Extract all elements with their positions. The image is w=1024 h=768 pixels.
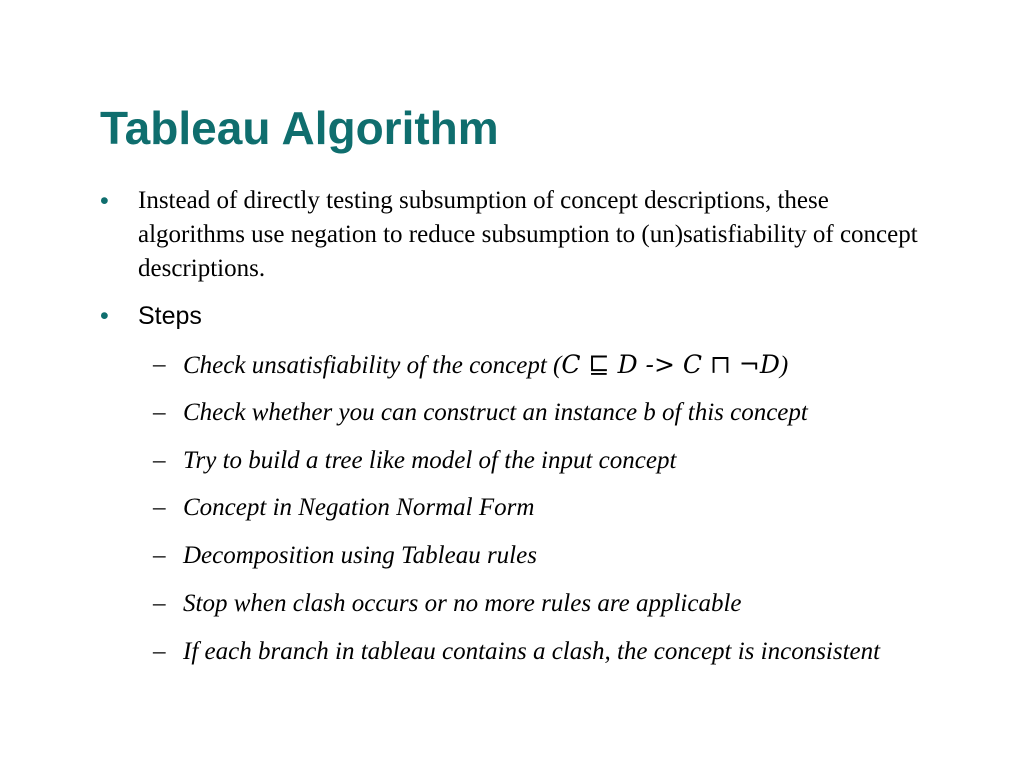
sub-bullet-dash: – <box>153 447 166 474</box>
formula-subsumption: C ⊑ D -> C ⊓ ¬D <box>561 350 780 379</box>
sub-bullet-dash: – <box>153 494 166 521</box>
sub-bullet-dash: – <box>153 351 166 378</box>
slide-title: Tableau Algorithm <box>100 102 499 154</box>
sub-bullet-dash: – <box>153 638 166 665</box>
step-item-1 <box>183 348 903 383</box>
step-item-3: Try to build a tree like model of the input concept <box>183 447 677 474</box>
step-item-5: Decomposition using Tableau rules <box>183 542 537 569</box>
bullet-marker: • <box>100 187 109 215</box>
bullet-text-intro: Instead of directly testing subsumption of concept descriptions, these algorithms use negation to reduce subsumption to (un)satisfiability of concept descriptions. <box>138 187 918 282</box>
step-item-6: Stop when clash occurs or no more rules are applicable <box>183 590 742 617</box>
step-item-2: Check whether you can construct an instance b of this concept <box>183 399 808 426</box>
step-text: Check unsatisfiability of the concept ( <box>183 352 562 379</box>
sub-bullet-dash: – <box>153 542 166 569</box>
step-text: ) <box>779 352 789 379</box>
step-item-7: If each branch in tableau contains a clash, the concept is inconsistent <box>183 638 881 665</box>
sub-bullet-dash: – <box>153 399 166 426</box>
sub-bullet-dash: – <box>153 590 166 617</box>
step-item-4: Concept in Negation Normal Form <box>183 494 535 521</box>
bullet-text-steps: Steps <box>138 302 202 330</box>
bullet-marker: • <box>100 302 109 330</box>
